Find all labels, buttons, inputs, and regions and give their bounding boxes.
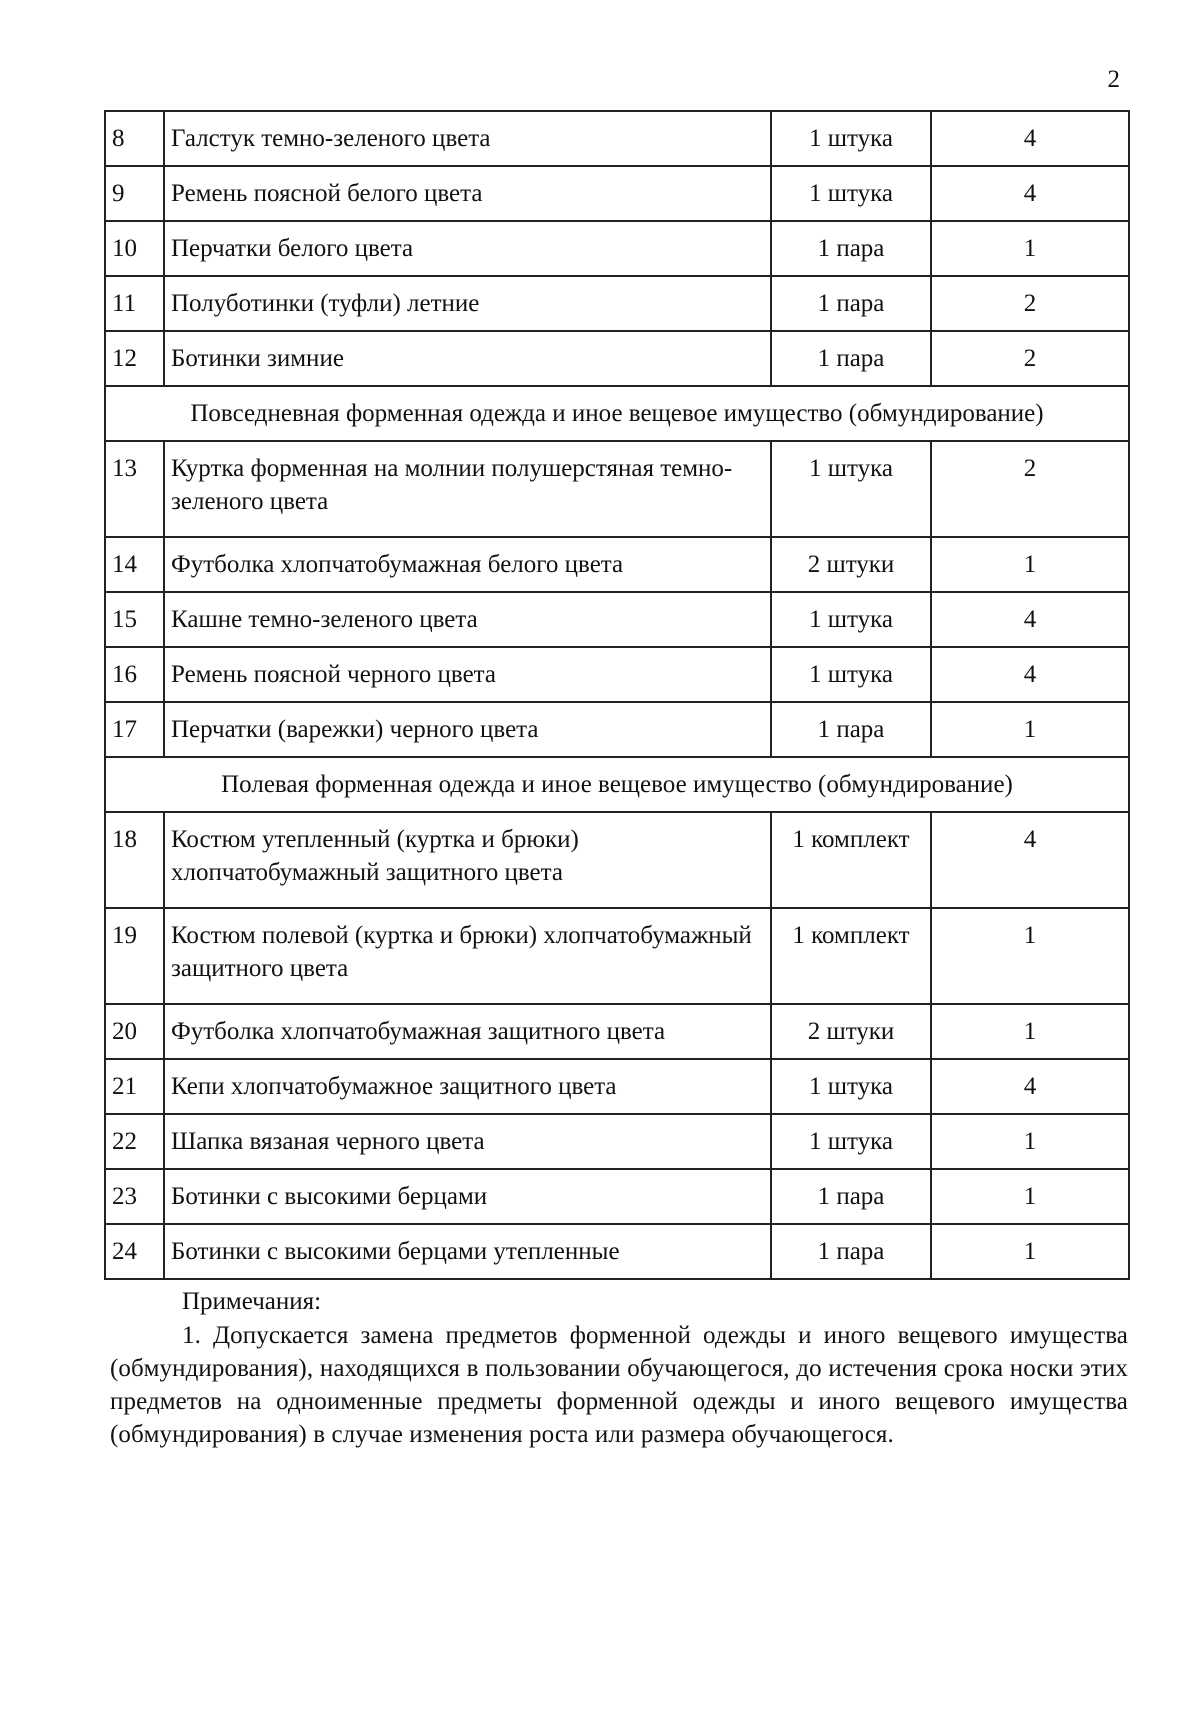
row-number: 24 — [105, 1224, 164, 1279]
wear-term-years: 1 — [931, 1224, 1129, 1279]
section-title: Повседневная форменная одежда и иное вещевое имущество (обмундирование) — [105, 386, 1129, 441]
item-quantity: 1 пара — [771, 1224, 931, 1279]
wear-term-years: 1 — [931, 702, 1129, 757]
wear-term-years: 4 — [931, 111, 1129, 166]
row-number: 8 — [105, 111, 164, 166]
item-name: Ботинки с высокими берцами — [164, 1169, 771, 1224]
item-quantity: 1 комплект — [771, 812, 931, 908]
table-row — [105, 1004, 1129, 1059]
notes-section — [110, 1285, 1128, 1451]
item-name: Футболка хлопчатобумажная белого цвета — [164, 537, 771, 592]
table-row — [105, 221, 1129, 276]
row-number: 14 — [105, 537, 164, 592]
table-row — [105, 647, 1129, 702]
item-name: Галстук темно-зеленого цвета — [164, 111, 771, 166]
item-name: Перчатки (варежки) черного цвета — [164, 702, 771, 757]
table-row — [105, 111, 1129, 166]
row-number: 18 — [105, 812, 164, 908]
row-number: 17 — [105, 702, 164, 757]
item-quantity: 2 штуки — [771, 1004, 931, 1059]
notes-title: Примечания: — [182, 1288, 322, 1315]
row-number: 10 — [105, 221, 164, 276]
item-name: Перчатки белого цвета — [164, 221, 771, 276]
section-header-row — [105, 386, 1129, 441]
items-table-body — [105, 111, 1129, 1279]
row-number: 13 — [105, 441, 164, 537]
table-row — [105, 276, 1129, 331]
table-row — [105, 812, 1129, 908]
wear-term-years: 1 — [931, 1004, 1129, 1059]
section-title: Полевая форменная одежда и иное вещевое имущество (обмундирование) — [105, 757, 1129, 812]
row-number: 19 — [105, 908, 164, 1004]
table-row — [105, 166, 1129, 221]
item-quantity: 1 штука — [771, 441, 931, 537]
table-row — [105, 1224, 1129, 1279]
item-name: Костюм полевой (куртка и брюки) хлопчатобумажный защитного цвета — [164, 908, 771, 1004]
item-quantity: 1 штука — [771, 647, 931, 702]
item-name: Полуботинки (туфли) летние — [164, 276, 771, 331]
item-quantity: 1 штука — [771, 166, 931, 221]
wear-term-years: 2 — [931, 276, 1129, 331]
item-quantity: 1 пара — [771, 702, 931, 757]
row-number: 12 — [105, 331, 164, 386]
table-row — [105, 537, 1129, 592]
item-name: Футболка хлопчатобумажная защитного цвета — [164, 1004, 771, 1059]
table-row — [105, 441, 1129, 537]
item-quantity: 1 пара — [771, 1169, 931, 1224]
item-quantity: 1 комплект — [771, 908, 931, 1004]
item-quantity: 1 штука — [771, 1059, 931, 1114]
row-number: 11 — [105, 276, 164, 331]
item-quantity: 1 пара — [771, 331, 931, 386]
row-number: 23 — [105, 1169, 164, 1224]
table-row — [105, 908, 1129, 1004]
item-quantity: 1 пара — [771, 276, 931, 331]
item-quantity: 1 штука — [771, 592, 931, 647]
item-name: Ремень поясной черного цвета — [164, 647, 771, 702]
wear-term-years: 4 — [931, 812, 1129, 908]
item-quantity: 1 пара — [771, 221, 931, 276]
item-name: Шапка вязаная черного цвета — [164, 1114, 771, 1169]
table-row — [105, 592, 1129, 647]
item-name: Кашне темно-зеленого цвета — [164, 592, 771, 647]
row-number: 21 — [105, 1059, 164, 1114]
wear-term-years: 1 — [931, 1169, 1129, 1224]
row-number: 16 — [105, 647, 164, 702]
table-row — [105, 331, 1129, 386]
row-number: 15 — [105, 592, 164, 647]
wear-term-years: 1 — [931, 908, 1129, 1004]
row-number: 9 — [105, 166, 164, 221]
wear-term-years: 4 — [931, 166, 1129, 221]
items-table — [104, 110, 1130, 1280]
item-name: Костюм утепленный (куртка и брюки) хлопчатобумажный защитного цвета — [164, 812, 771, 908]
item-name: Ботинки с высокими берцами утепленные — [164, 1224, 771, 1279]
table-row — [105, 1169, 1129, 1224]
wear-term-years: 2 — [931, 441, 1129, 537]
page-number: 2 — [1107, 66, 1120, 93]
note-item: 1. Допускается замена предметов форменной одежды и иного вещевого имущества (обмундирования), находящихся в пользовании обучающегося, до истечения срока носки этих предметов на одноименные предметы форменной одежды и иного вещевого имущества (обмундирования) в случае изменения роста или размера обучающегося. — [110, 1322, 1128, 1448]
item-name: Кепи хлопчатобумажное защитного цвета — [164, 1059, 771, 1114]
wear-term-years: 1 — [931, 1114, 1129, 1169]
row-number: 22 — [105, 1114, 164, 1169]
row-number: 20 — [105, 1004, 164, 1059]
section-header-row — [105, 757, 1129, 812]
item-quantity: 1 штука — [771, 1114, 931, 1169]
table-row — [105, 1059, 1129, 1114]
wear-term-years: 4 — [931, 647, 1129, 702]
wear-term-years: 2 — [931, 331, 1129, 386]
wear-term-years: 1 — [931, 221, 1129, 276]
item-name: Куртка форменная на молнии полушерстяная темно-зеленого цвета — [164, 441, 771, 537]
item-name: Ремень поясной белого цвета — [164, 166, 771, 221]
item-name: Ботинки зимние — [164, 331, 771, 386]
table-row — [105, 1114, 1129, 1169]
item-quantity: 1 штука — [771, 111, 931, 166]
wear-term-years: 4 — [931, 592, 1129, 647]
item-quantity: 2 штуки — [771, 537, 931, 592]
table-row — [105, 702, 1129, 757]
wear-term-years: 4 — [931, 1059, 1129, 1114]
wear-term-years: 1 — [931, 537, 1129, 592]
